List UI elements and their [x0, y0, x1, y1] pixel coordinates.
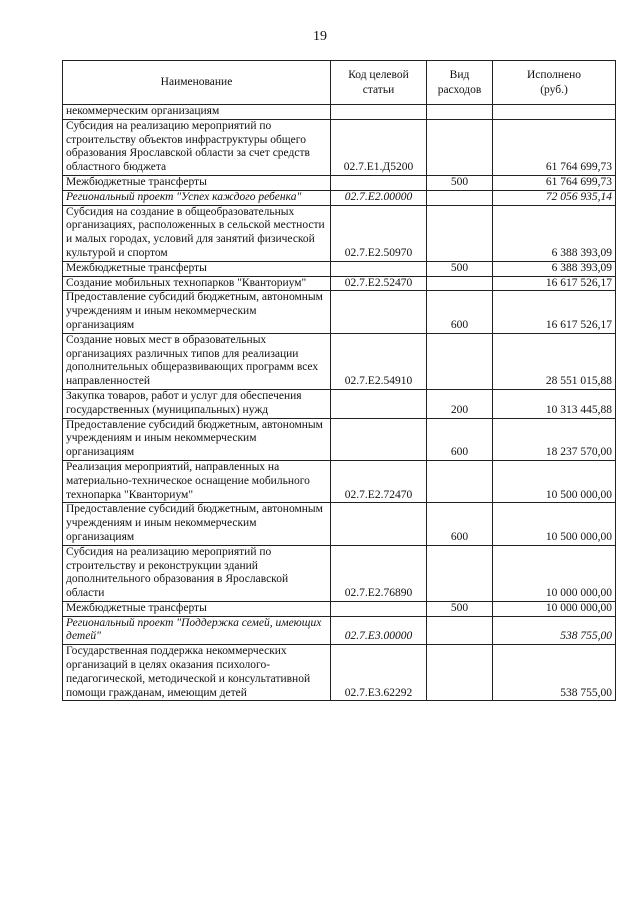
- row-code: 02.7.E1.Д5200: [331, 119, 427, 175]
- row-amount: 10 313 445,88: [493, 389, 616, 418]
- row-amount: 10 000 000,00: [493, 601, 616, 616]
- row-amount: 538 755,00: [493, 645, 616, 701]
- table-row: [63, 190, 616, 205]
- table-row: [63, 616, 616, 645]
- row-name: некоммерческим организациям: [63, 105, 331, 120]
- row-type: [427, 460, 493, 502]
- row-amount: 6 388 393,09: [493, 205, 616, 261]
- row-name: Предоставление субсидий бюджетным, автономным учреждениям и иным некоммерческим организациям: [63, 291, 331, 333]
- row-amount: 61 764 699,73: [493, 119, 616, 175]
- row-amount: 538 755,00: [493, 616, 616, 645]
- row-code: [331, 389, 427, 418]
- row-code: 02.7.E2.52470: [331, 276, 427, 291]
- row-code: 02.7.E3.00000: [331, 616, 427, 645]
- header-code: [331, 61, 427, 105]
- table-row: [63, 261, 616, 276]
- row-name: Региональный проект "Поддержка семей, имеющих детей": [63, 616, 331, 645]
- row-amount: [493, 105, 616, 120]
- row-type: 500: [427, 261, 493, 276]
- row-name: Межбюджетные трансферты: [63, 601, 331, 616]
- page-number: 19: [313, 29, 327, 44]
- row-code: [331, 105, 427, 120]
- table-row: [63, 418, 616, 460]
- row-amount: 16 617 526,17: [493, 291, 616, 333]
- header-amount-line1: Исполнено: [526, 68, 582, 81]
- table-row: [63, 389, 616, 418]
- row-type: 500: [427, 601, 493, 616]
- row-amount: 61 764 699,73: [493, 175, 616, 190]
- table-header-row: [63, 61, 616, 105]
- row-type: [427, 645, 493, 701]
- header-code-line1: Код целевой: [348, 68, 409, 81]
- budget-table: [62, 60, 616, 701]
- row-type: [427, 616, 493, 645]
- row-type: [427, 276, 493, 291]
- row-code: [331, 175, 427, 190]
- header-amount: [493, 61, 616, 105]
- row-name: Субсидия на создание в общеобразовательных организациях, расположенных в сельской местности и малых городах, условий для занятий физической культурой и спортом: [63, 205, 331, 261]
- table-row: [63, 105, 616, 120]
- table-body: [63, 105, 616, 701]
- table-row: [63, 601, 616, 616]
- row-type: 200: [427, 389, 493, 418]
- header-code-line2: статьи: [362, 83, 395, 96]
- table-row: [63, 333, 616, 389]
- table-row: [63, 291, 616, 333]
- row-type: 600: [427, 503, 493, 545]
- row-amount: 16 617 526,17: [493, 276, 616, 291]
- row-code: [331, 291, 427, 333]
- row-name: Предоставление субсидий бюджетным, автономным учреждениям и иным некоммерческим организациям: [63, 503, 331, 545]
- row-type: [427, 190, 493, 205]
- table-row: [63, 119, 616, 175]
- row-code: [331, 418, 427, 460]
- row-amount: 6 388 393,09: [493, 261, 616, 276]
- row-type: [427, 333, 493, 389]
- row-name: Межбюджетные трансферты: [63, 175, 331, 190]
- row-code: 02.7.E3.62292: [331, 645, 427, 701]
- row-code: [331, 261, 427, 276]
- table-row: [63, 460, 616, 502]
- row-amount: 18 237 570,00: [493, 418, 616, 460]
- row-amount: 10 500 000,00: [493, 503, 616, 545]
- row-code: 02.7.E2.00000: [331, 190, 427, 205]
- table-row: [63, 645, 616, 701]
- header-type: [427, 61, 493, 105]
- table-row: [63, 545, 616, 601]
- row-code: 02.7.E2.72470: [331, 460, 427, 502]
- row-name: Создание мобильных технопарков "Кванториум": [63, 276, 331, 291]
- row-name: Реализация мероприятий, направленных на материально-техническое оснащение мобильного технопарка "Кванториум": [63, 460, 331, 502]
- row-type: 500: [427, 175, 493, 190]
- row-code: [331, 601, 427, 616]
- row-name: Региональный проект "Успех каждого ребенка": [63, 190, 331, 205]
- row-type: [427, 545, 493, 601]
- row-type: 600: [427, 291, 493, 333]
- table-row: [63, 276, 616, 291]
- row-name: Создание новых мест в образовательных организациях различных типов для реализации дополнительных общеразвивающих программ всех направленностей: [63, 333, 331, 389]
- row-code: 02.7.E2.54910: [331, 333, 427, 389]
- row-amount: 72 056 935,14: [493, 190, 616, 205]
- header-amount-line2: (руб.): [540, 83, 568, 96]
- row-amount: 10 500 000,00: [493, 460, 616, 502]
- row-type: [427, 205, 493, 261]
- row-name: Субсидия на реализацию мероприятий по строительству объектов инфраструктуры общего образования Ярославской области за счет средств областного бюджета: [63, 119, 331, 175]
- row-name: Государственная поддержка некоммерческих организаций в целях оказания психолого-педагогической, методической и консультативной помощи гражданам, имеющим детей: [63, 645, 331, 701]
- row-amount: 10 000 000,00: [493, 545, 616, 601]
- header-name: Наименование: [63, 61, 331, 105]
- row-code: 02.7.E2.76890: [331, 545, 427, 601]
- header-type-line1: Вид: [449, 68, 470, 81]
- row-code: 02.7.E2.50970: [331, 205, 427, 261]
- row-name: Предоставление субсидий бюджетным, автономным учреждениям и иным некоммерческим организациям: [63, 418, 331, 460]
- row-code: [331, 503, 427, 545]
- row-type: [427, 119, 493, 175]
- row-type: 600: [427, 418, 493, 460]
- table-row: [63, 503, 616, 545]
- header-type-line2: расходов: [437, 83, 482, 96]
- row-type: [427, 105, 493, 120]
- row-amount: 28 551 015,88: [493, 333, 616, 389]
- row-name: Закупка товаров, работ и услуг для обеспечения государственных (муниципальных) нужд: [63, 389, 331, 418]
- row-name: Межбюджетные трансферты: [63, 261, 331, 276]
- table-row: [63, 205, 616, 261]
- row-name: Субсидия на реализацию мероприятий по строительству и реконструкции зданий дополнительного образования в Ярославской области: [63, 545, 331, 601]
- table-row: [63, 175, 616, 190]
